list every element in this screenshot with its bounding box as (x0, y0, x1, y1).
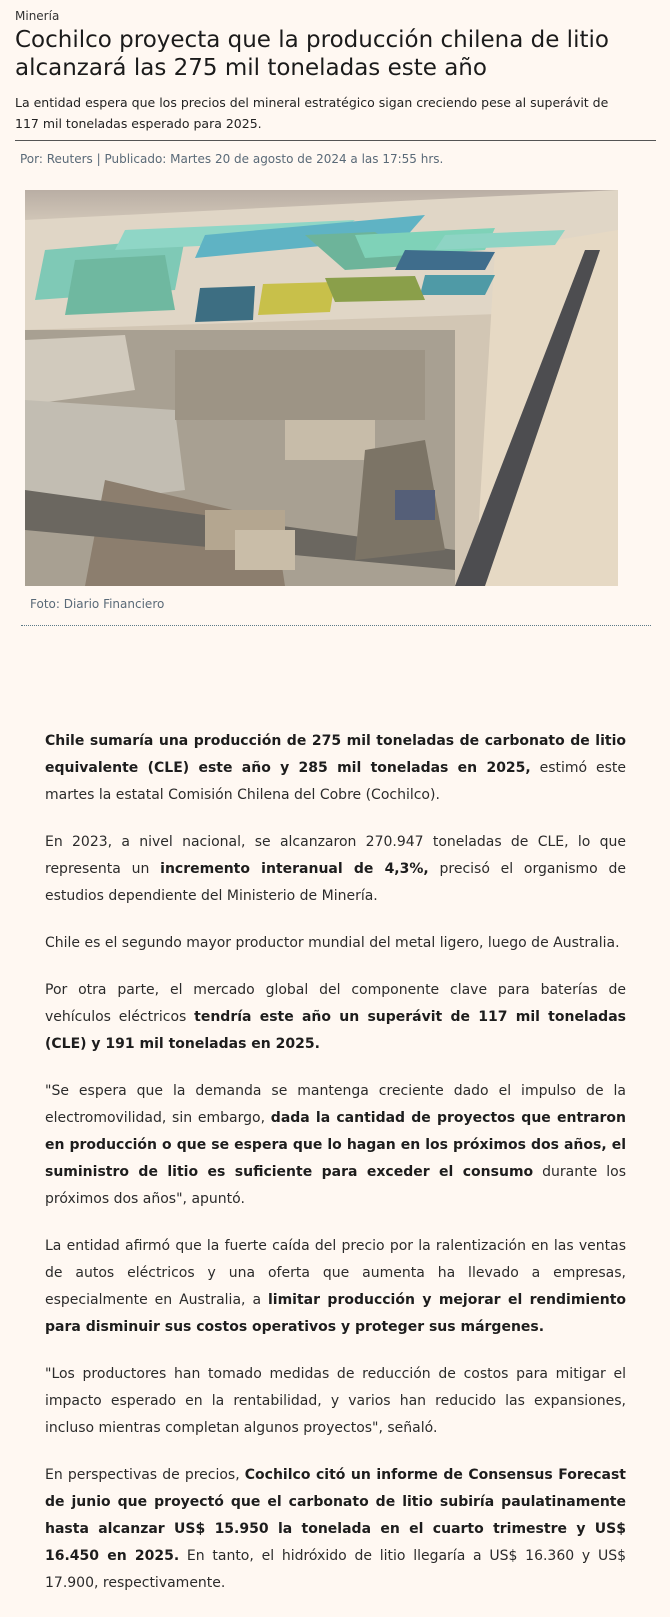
paragraph-6-bold: limitar producción y mejorar el rendimiento para disminuir sus costos operativos y proteger sus márgenes. (45, 1292, 627, 1335)
section-label[interactable]: Minería (15, 9, 60, 23)
paragraph-2-bold: incremento interanual de 4,3%, (160, 861, 429, 877)
header-divider (15, 140, 656, 141)
article-photo (25, 190, 618, 586)
paragraph-8-text-a: En perspectivas de precios, (45, 1467, 245, 1483)
paragraph-1-bold: Chile sumaría una producción de 275 mil toneladas de carbonato de litio equivalente (CLE) este año y 285 mil toneladas en 2025, (45, 733, 626, 776)
paragraph-2-text-b: precisó el organismo de estudios dependiente del Ministerio de Minería. (45, 861, 627, 904)
paragraph-2 (45, 829, 626, 910)
article-lead: La entidad espera que los precios del mineral estratégico sigan creciendo pese al superávit de 117 mil toneladas esperado para 2025. (15, 95, 609, 131)
lithium-plant-aerial-image (25, 190, 618, 586)
paragraph-3 (45, 930, 626, 957)
paragraph-1-text: estimó este martes la estatal Comisión Chilena del Cobre (Cochilco). (45, 760, 627, 803)
paragraph-6-text: La entidad afirmó que la fuerte caída del precio por la ralentización en las ventas de autos eléctricos y una oferta que aumenta ha llevado a empresas, especialmente en Australia, a (45, 1238, 626, 1308)
paragraph-4-bold: tendría este año un superávit de 117 mil toneladas (CLE) y 191 mil toneladas en 2025. (45, 1009, 626, 1052)
article-body (45, 728, 626, 1617)
paragraph-4-text: Por otra parte, el mercado global del componente clave para baterías de vehículos eléctricos (45, 982, 626, 1025)
paragraph-5 (45, 1078, 626, 1213)
caption-divider (21, 625, 651, 626)
article-byline: Por: Reuters | Publicado: Martes 20 de agosto de 2024 a las 17:55 hrs. (20, 152, 444, 166)
paragraph-6 (45, 1233, 626, 1341)
paragraph-7-text: "Los productores han tomado medidas de reducción de costos para mitigar el impacto esperado en la rentabilidad, y varios han reducido las expansiones, incluso mientras completan algunos proyectos", señaló. (45, 1366, 626, 1436)
paragraph-1 (45, 728, 626, 809)
photo-caption: Foto: Diario Financiero (30, 597, 165, 611)
article-title: Cochilco proyecta que la producción chilena de litio alcanzará las 275 mil toneladas este año (15, 27, 609, 81)
paragraph-8 (45, 1462, 626, 1597)
paragraph-8-bold: Cochilco citó un informe de Consensus Forecast de junio que proyectó que el carbonato de litio subiría paulatinamente hasta alcanzar US$ 15.950 la tonelada en el cuarto trimestre y US$ 16.450 en 2025. (45, 1467, 626, 1564)
paragraph-7 (45, 1361, 626, 1442)
paragraph-2-text-a: En 2023, a nivel nacional, se alcanzaron 270.947 toneladas de CLE, lo que representa un (45, 834, 626, 877)
paragraph-5-text-a: "Se espera que la demanda se mantenga creciente dado el impulso de la electromovilidad, sin embargo, (45, 1083, 626, 1126)
paragraph-5-bold: dada la cantidad de proyectos que entraron en producción o que se espera que lo hagan en los próximos dos años, el suministro de litio es suficiente para exceder el consumo (45, 1110, 626, 1180)
paragraph-4 (45, 977, 626, 1058)
paragraph-3-text: Chile es el segundo mayor productor mundial del metal ligero, luego de Australia. (45, 935, 620, 951)
paragraph-5-text-b: durante los próximos dos años", apuntó. (45, 1164, 626, 1207)
paragraph-8-text-b: En tanto, el hidróxido de litio llegaría a US$ 16.360 y US$ 17.900, respectivamente. (45, 1548, 626, 1591)
